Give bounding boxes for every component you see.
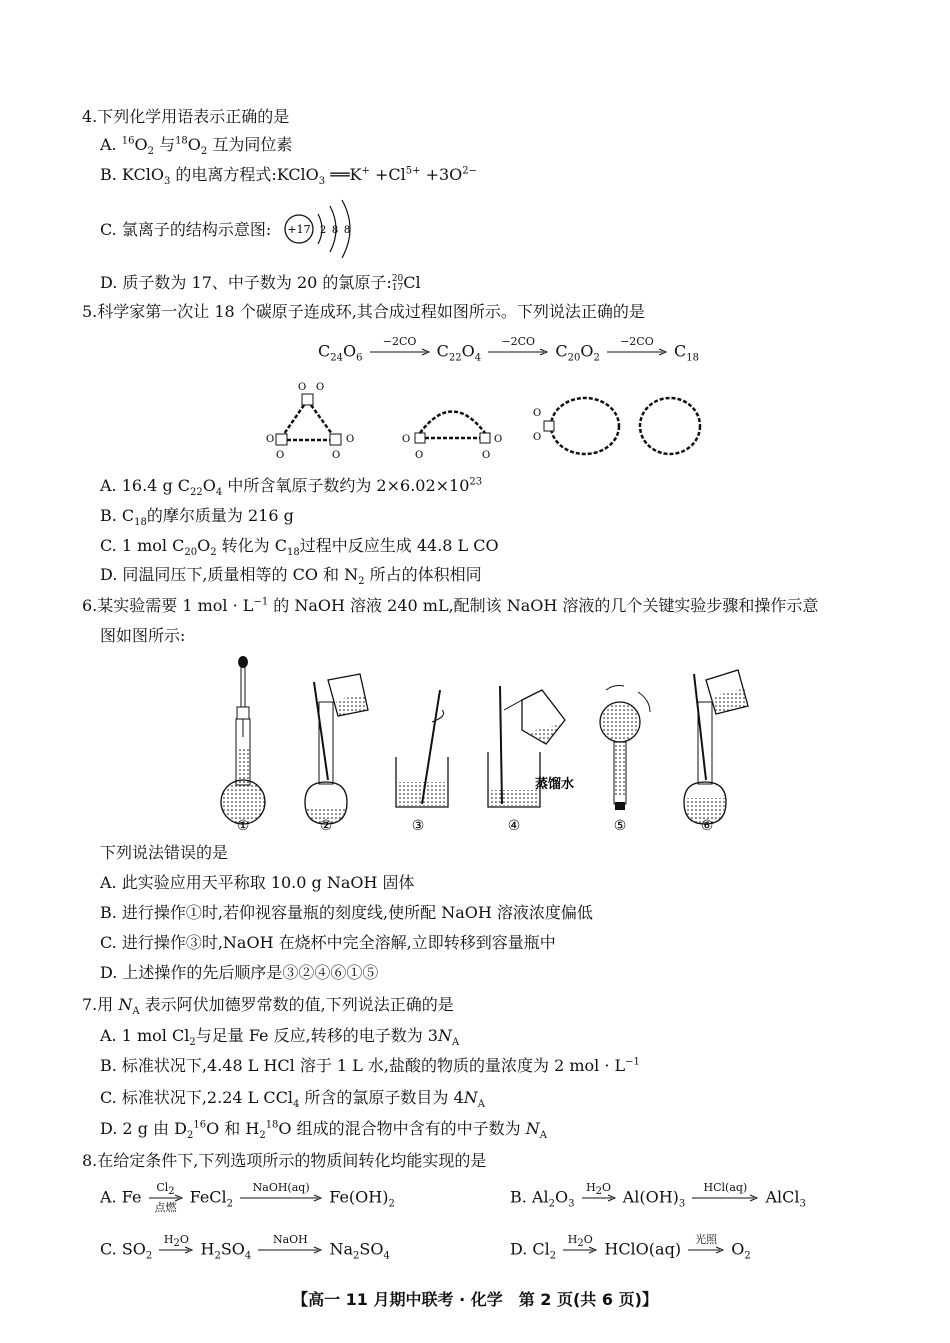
q6-stem-line1: 6.某实验需要 1 mol · $L^{-1}$ 的 NaOH 溶液 240 mL,配制该 NaOH 溶液的几个关键实验步骤和操作示意 — [82, 596, 819, 615]
svg-text:O: O — [346, 434, 355, 445]
q8-option-a: A. Fe $Cl_2$ 点燃 FeCl$_2$ NaOH(aq) $Fe(OH)_2$ — [100, 1181, 395, 1214]
shell-3-electrons: 8 — [343, 225, 351, 236]
step-1-flask-with-dropper — [221, 656, 265, 834]
step-2-transfer-to-flask — [305, 674, 368, 834]
q4-option-d: D. 质子数为 17、中子数为 20 的氯原子: 20 17 Cl — [100, 273, 421, 293]
q5-reaction-scheme: $C_{24}O_6$ −2CO $C_{22}O_4$ −2CO $C_{20}O_2$ −2CO $C_{18}$ — [318, 336, 699, 368]
chloride-ion-structure-diagram — [282, 196, 362, 262]
q6-option-a: A. 此实验应用天平称取 10.0 g NaOH 固体 — [100, 873, 415, 892]
q7-option-d: D. 2 g 由 $D_2^{16}O$ 和 $H_2^{18}O$ 组成的混合物中含有的中子数为 $N_A$ — [100, 1119, 547, 1142]
q6-option-d: D. 上述操作的先后顺序是③②④⑥①⑤ — [100, 963, 379, 982]
carbon-ring-synthesis-structures — [260, 378, 710, 468]
svg-text:O: O — [266, 434, 275, 445]
q5-option-b: B. $C_{18}$的摩尔质量为 216 g — [100, 506, 294, 529]
c20o2-structure — [533, 398, 619, 454]
svg-text:O: O — [482, 450, 491, 461]
svg-text:O: O — [494, 434, 503, 445]
q5-option-a: A. 16.4 g $C_{22}O_4$ 中所含氧原子数约为 $2\times 6.02\times 10^{23}$ — [100, 476, 483, 499]
svg-text:O: O — [316, 382, 325, 393]
step-2-label: ② — [319, 818, 333, 834]
step-4-add-distilled-water — [488, 686, 574, 834]
q6-sub-stem: 下列说法错误的是 — [100, 843, 229, 862]
c24o6-structure — [266, 382, 354, 461]
arrow-2: −2CO — [488, 336, 548, 368]
q5-stem: 5.科学家第一次让 18 个碳原子连成环,其合成过程如图所示。下列说法正确的是 — [82, 302, 645, 321]
distilled-water-label: 蒸馏水 — [535, 777, 575, 792]
q7-option-c: C. 标准状况下,2.24 L CCl$_4$ 所含的氯原子数目为 $4N_A$ — [100, 1088, 485, 1111]
q4-option-b: B. KClO$_3$ 的电离方程式:KClO$_3$ ══K+ $+Cl^{5+} +3O^{2-}$ — [100, 165, 478, 188]
shell-2-electrons: 8 — [331, 225, 339, 236]
step-4-label: ④ — [507, 818, 521, 834]
q7-option-b: B. 标准状况下,4.48 L HCl 溶于 1 L 水,盐酸的物质的量浓度为 2 mol · $L^{-1}$ — [100, 1056, 640, 1075]
arrow-3: −2CO — [607, 336, 667, 368]
q5-option-d: D. 同温同压下,质量相等的 CO 和 $N_2$ 所占的体积相同 — [100, 565, 482, 588]
q6-option-c: C. 进行操作③时,NaOH 在烧杯中完全溶解,立即转移到容量瓶中 — [100, 933, 556, 952]
q4-option-c: C. 氯离子的结构示意图: — [100, 220, 272, 239]
c18-structure — [640, 398, 700, 454]
shell-1-electrons: 2 — [319, 225, 327, 236]
q4-option-a: A. $^{16}O_2$ 与$^{18}O_2$ 互为同位素 — [100, 135, 293, 158]
q4-stem: 4.下列化学用语表示正确的是 — [82, 107, 290, 126]
c22o4-structure — [402, 412, 502, 462]
svg-text:O: O — [402, 434, 411, 445]
solution-preparation-steps-figure — [210, 652, 750, 837]
q5-option-c: C. 1 mol $C_{20}O_2$ 转化为 $C_{18}$过程中反应生成 44.8 L CO — [100, 536, 499, 559]
arrow-1: −2CO — [370, 336, 430, 368]
step-6-label: ⑥ — [700, 818, 714, 834]
q8-stem: 8.在给定条件下,下列选项所示的物质间转化均能实现的是 — [82, 1151, 487, 1170]
step-5-invert-and-shake — [600, 686, 650, 835]
svg-text:O: O — [415, 450, 424, 461]
q6-stem-line2: 图如图所示: — [100, 626, 186, 645]
q8-option-c: C. $SO_2$ $H_2O$ $H_2SO_4$ NaOH $Na_2SO_4$ — [100, 1233, 390, 1262]
q8-option-b: B. $Al_2O_3$ $H_2O$ $Al(OH)_3$ HCl(aq) AlCl$_3$ — [510, 1181, 806, 1210]
q8-option-d: D. $Cl_2$ $H_2O$ HClO(aq) 光照 $O_2$ — [510, 1233, 751, 1262]
q7-stem: 7.用 $N_A$ 表示阿伏加德罗常数的值,下列说法正确的是 — [82, 995, 454, 1018]
step-3-dissolve-in-beaker — [396, 690, 448, 834]
nucleus-label: +17 — [287, 223, 311, 236]
q7-option-a: A. 1 mol $Cl_2$与足量 Fe 反应,转移的电子数为 $3N_A$ — [100, 1026, 460, 1049]
page-footer: 【高一 11 月期中联考 · 化学 第 2 页(共 6 页)】 — [292, 1290, 658, 1309]
step-6-transfer-rinse — [684, 670, 748, 834]
step-3-label: ③ — [411, 818, 425, 834]
svg-text:O: O — [533, 408, 542, 419]
svg-text:O: O — [298, 382, 307, 393]
q6-option-b: B. 进行操作①时,若仰视容量瓶的刻度线,使所配 NaOH 溶液浓度偏低 — [100, 903, 593, 922]
svg-text:O: O — [276, 450, 285, 461]
step-1-label: ① — [236, 818, 250, 834]
step-5-label: ⑤ — [613, 818, 627, 834]
svg-text:O: O — [332, 450, 341, 461]
svg-text:O: O — [533, 432, 542, 443]
